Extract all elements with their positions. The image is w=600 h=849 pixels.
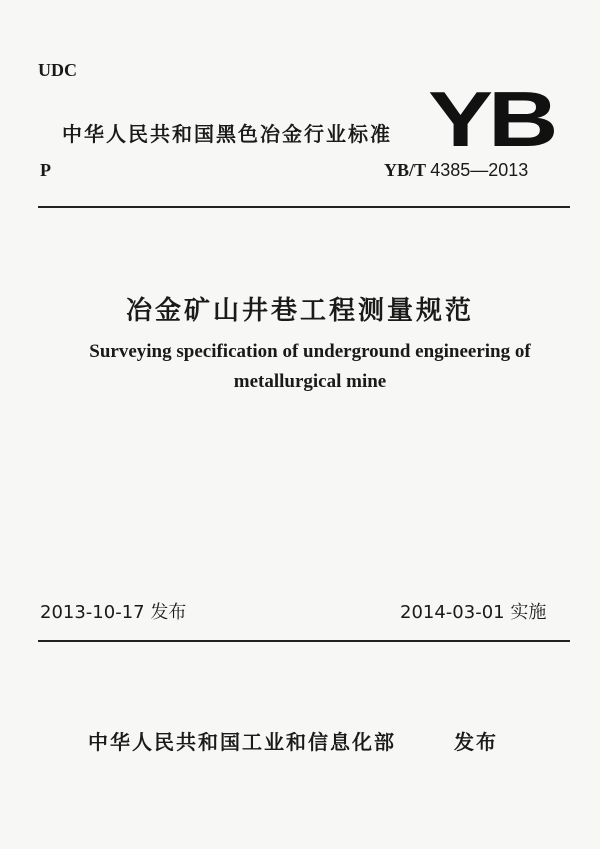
udc-label: UDC bbox=[38, 60, 77, 80]
classification-code: P bbox=[40, 160, 51, 180]
standard-code-prefix: YB/T bbox=[384, 160, 426, 180]
english-title-line-2: metallurgical mine bbox=[233, 371, 387, 392]
standard-number bbox=[384, 160, 528, 181]
chinese-title: 冶金矿山井巷工程测量规范 bbox=[125, 296, 474, 326]
bottom-divider bbox=[38, 640, 570, 642]
publisher-name: 中华人民共和国工业和信息化部 bbox=[88, 730, 396, 754]
standard-code-number: 4385—2013 bbox=[430, 160, 529, 180]
yb-logo: YB bbox=[428, 75, 554, 163]
english-title-line-1: Surveying specification of underground engineering of bbox=[89, 341, 531, 362]
standard-category-title: 中华人民共和国黑色冶金行业标准 bbox=[62, 122, 392, 146]
english-title bbox=[30, 337, 590, 397]
implementation-date: 2014-03-01 实施 bbox=[400, 602, 547, 623]
top-divider bbox=[38, 206, 570, 208]
publish-label: 发布 bbox=[454, 730, 498, 754]
issue-date: 2013-10-17 发布 bbox=[40, 602, 187, 623]
